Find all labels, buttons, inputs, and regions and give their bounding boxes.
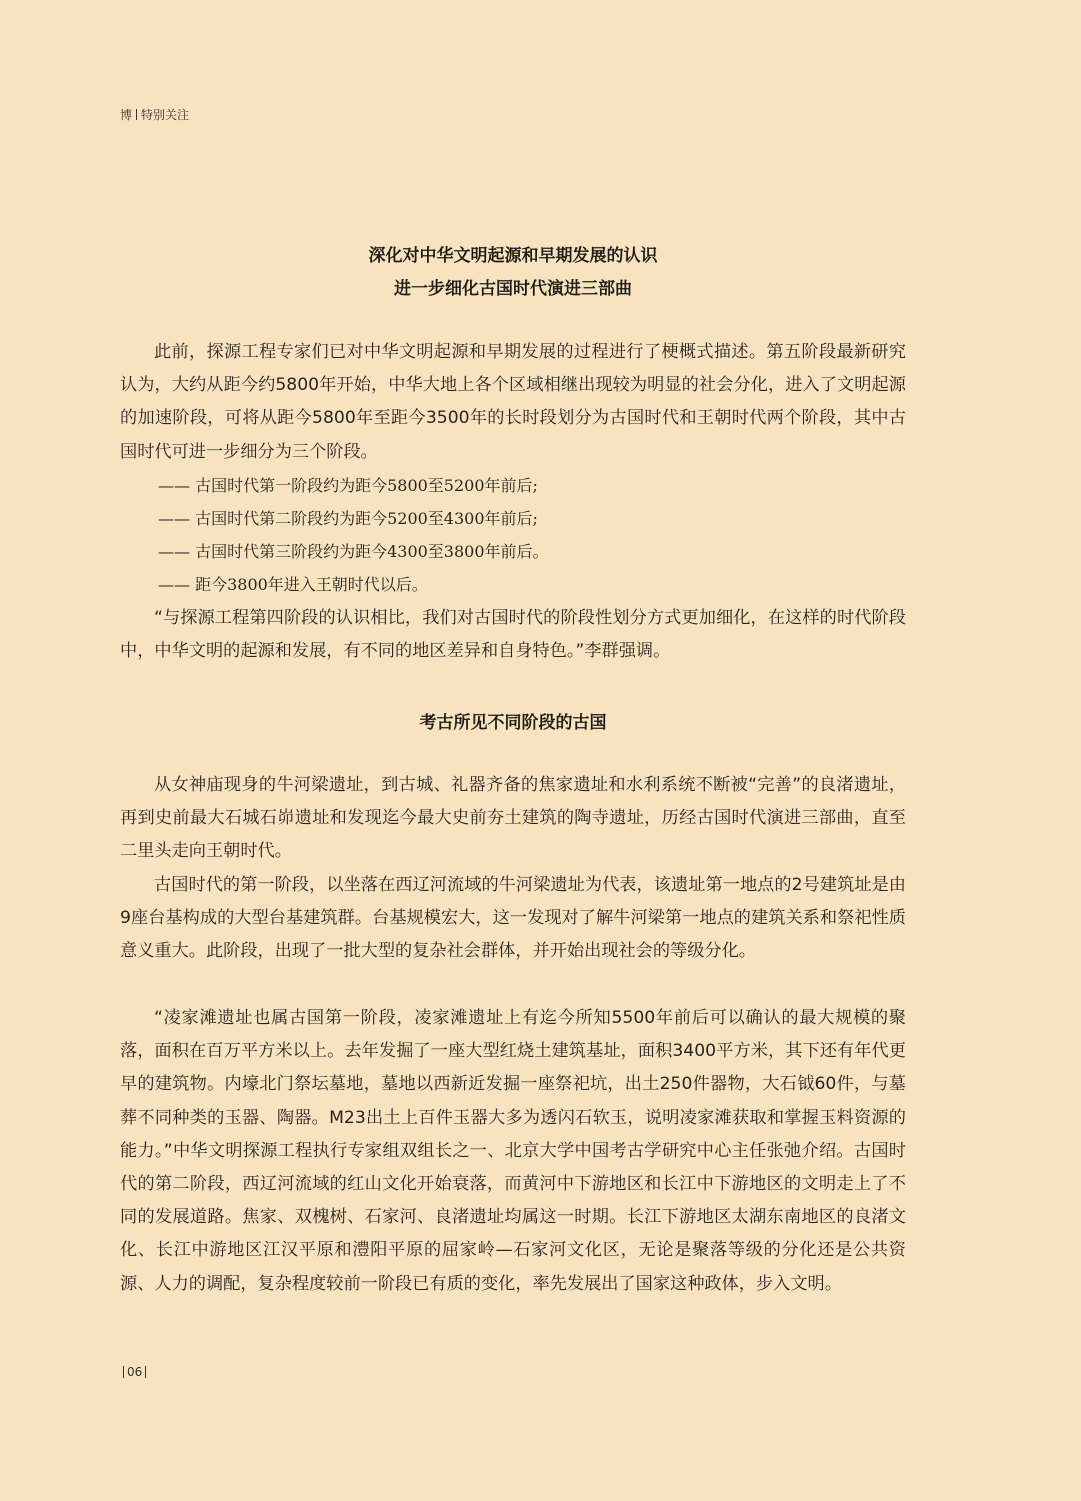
period-list-item-1: —— 古国时代第一阶段约为距今5800至5200年前后; — [158, 476, 538, 495]
section2-paragraph-3: “凌家滩遗址也属古国第一阶段，凌家滩遗址上有迄今所知5500年前后可以确认的最大规模的聚落，面积在百万平方米以上。去年发掘了一座大型红烧土建筑基址，面积3400平方米，其下还有年代更早的建筑物。内壕北门祭坛墓地，墓地以西新近发掘一座祭祀坑，出土250件器物，大石钺60件，与墓葬不同种类的玉器、陶器。M23出土上百件玉器大多为透闪石软玉，说明凌家滩获取和掌握玉料资源的能力。”中华文明探源工程执行专家组双组长之一、北京大学中国考古学研究中心主任张弛介绍。古国时代的第二阶段，西辽河流域的红山文化开始衰落，而黄河中下游地区和长江中下游地区的文明走上了不同的发展道路。焦家、双槐树、石家河、良渚遗址均属这一时期。长江下游地区太湖东南地区的良渚文化、长江中游地区江汉平原和澧阳平原的屈家岭—石家河文化区，无论是聚落等级的分化还是公共资源、人力的调配，复杂程度较前一阶段已有质的变化，率先发展出了国家这种政体，步入文明。 — [120, 1008, 906, 1294]
header-divider — [136, 109, 137, 120]
section1-paragraph-2: “与探源工程第四阶段的认识相比，我们对古国时代的阶段性划分方式更加细化，在这样的时代阶段中，中华文明的起源和发展，有不同的地区差异和自身特色。”李群强调。 — [120, 608, 906, 662]
header-section: 特别关注 — [141, 108, 190, 122]
page-number-bar-right — [145, 1366, 146, 1378]
header-brand: 博 — [120, 108, 133, 122]
period-list-item-3: —— 古国时代第三阶段约为距今4300至3800年前后。 — [158, 542, 549, 561]
section1-paragraph-1: 此前，探源工程专家们已对中华文明起源和早期发展的过程进行了梗概式描述。第五阶段最新研究认为，大约从距今约5800年开始，中华大地上各个区域相继出现较为明显的社会分化，进入了文明起源的加速阶段，可将从距今5800年至距今3500年的长时段划分为古国时代和王朝时代两个阶段，其中古国时代可进一步细分为三个阶段。 — [120, 342, 906, 462]
section1-title-line2: 进一步细化古国时代演进三部曲 — [394, 279, 632, 299]
period-list-item-2: —— 古国时代第二阶段约为距今5200至4300年前后; — [158, 509, 538, 528]
running-header — [120, 106, 189, 123]
section2-paragraph-2: 古国时代的第一阶段，以坐落在西辽河流域的牛河梁遗址为代表，该遗址第一地点的2号建筑址是由9座台基构成的大型台基建筑群。台基规模宏大，这一发现对了解牛河梁第一地点的建筑关系和祭祀性质意义重大。此阶段，出现了一批大型的复杂社会群体，并开始出现社会的等级分化。 — [120, 875, 906, 962]
period-list-item-4: —— 距今3800年进入王朝时代以后。 — [158, 575, 428, 594]
page-number-bar-left — [123, 1366, 124, 1378]
section1-title-line1: 深化对中华文明起源和早期发展的认识 — [368, 246, 658, 266]
page-number-text: 06 — [127, 1365, 143, 1379]
section2-paragraph-1: 从女神庙现身的牛河梁遗址，到古城、礼器齐备的焦家遗址和水利系统不断被“完善”的良渚遗址，再到史前最大石城石峁遗址和发现迄今最大史前夯土建筑的陶寺遗址，历经古国时代演进三部曲，直至二里头走向王朝时代。 — [120, 775, 906, 862]
section2-title: 考古所见不同阶段的古国 — [419, 713, 607, 733]
page-number — [120, 1365, 149, 1379]
